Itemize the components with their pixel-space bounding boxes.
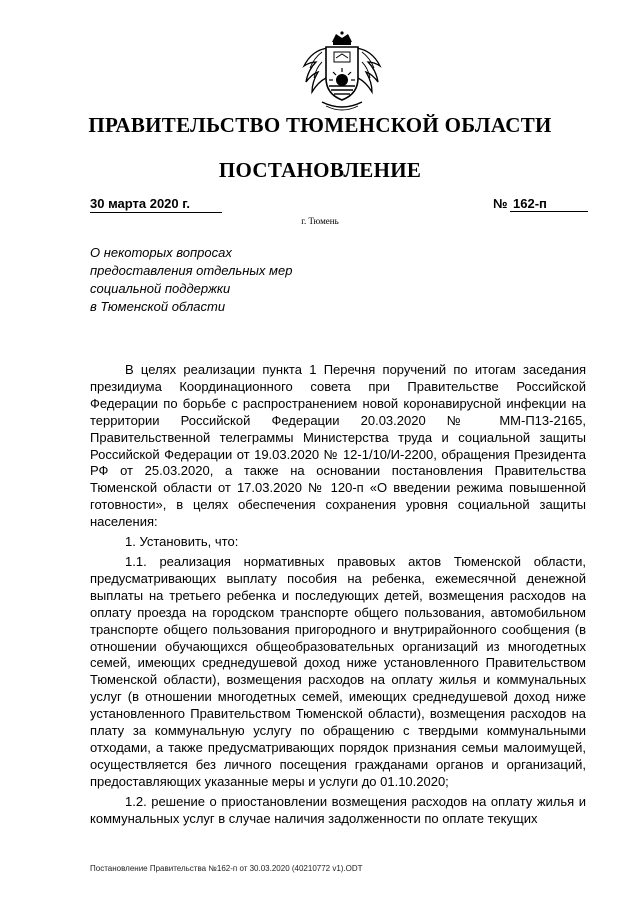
number-value: 162-п (510, 196, 588, 212)
document-body (90, 362, 586, 827)
subject-line: в Тюменской области (90, 299, 226, 314)
body-paragraph: 1.1. реализация нормативных правовых актов Тюменской области, предусматривающих выплату пособия на ребенка, ежемесячной денежной выплаты на третьего ребенка и последующих детей, возмещения расходов на оплату проезда на городском транспорте общего пользования, автомобильном транспорте общего пользования пригородного и внутрирайонного сообщения (в отношении обучающихся общеобразовательных организаций из многодетных семей, имеющих среднедушевой доход ниже установленного Правительством Тюменской области), возмещения расходов на оплату жилья и коммунальных услуг (в отношении многодетных семей, имеющих среднедушевой доход ниже установленного Правительством Тюменской области), возмещения расходов на плату за коммунальную услугу по обращению с твердыми коммунальными отходами, а также предусматривающих порядок признания семьи малоимущей, осуществляется без личного посещения гражданами органов и организаций, предоставляющих указанные меры и услуги до 01.10.2020; (90, 553, 586, 789)
number-sign: № (493, 196, 508, 211)
body-paragraph: 1.2. решение о приостановлении возмещения расходов на оплату жилья и коммунальных услуг в случае наличия задолженности по оплате текущих (90, 793, 586, 826)
subject-line: О некоторых вопросах (90, 245, 232, 260)
document-type-title: ПОСТАНОВЛЕНИЕ (218, 158, 422, 182)
document-subject (90, 244, 350, 316)
document-date: 30 марта 2020 г. (90, 196, 222, 213)
page-footer: Постановление Правительства №162-п от 30.03.2020 (40210772 v1).ODT (90, 864, 363, 873)
document-city: г. Тюмень (301, 216, 339, 226)
subject-line: предоставления отдельных мер (90, 263, 293, 278)
coat-of-arms-icon (298, 28, 386, 116)
subject-line: социальной поддержки (90, 281, 231, 296)
government-title: ПРАВИТЕЛЬСТВО ТЮМЕНСКОЙ ОБЛАСТИ (88, 113, 552, 137)
document-number (493, 196, 588, 212)
body-paragraph: 1. Установить, что: (125, 534, 239, 550)
body-paragraph: В целях реализации пункта 1 Перечня поручений по итогам заседания президиума Координационного совета при Правительстве Российской Федерации по борьбе с распространением новой коронавирусной инфекции на территории Российской Федерации 20.03.2020 № ММ-П13-2165, Правительственной телеграммы Министерства труда и социальной защиты Российской Федерации от 19.03.2020 № 12-1/10/И-2200, обращения Президента РФ от 25.03.2020, а также на основании постановления Правительства Тюменской области от 17.03.2020 № 120-п «О введении режима повышенной готовности», в целях обеспечения сохранения уровня социальной защиты населения: (90, 362, 586, 530)
